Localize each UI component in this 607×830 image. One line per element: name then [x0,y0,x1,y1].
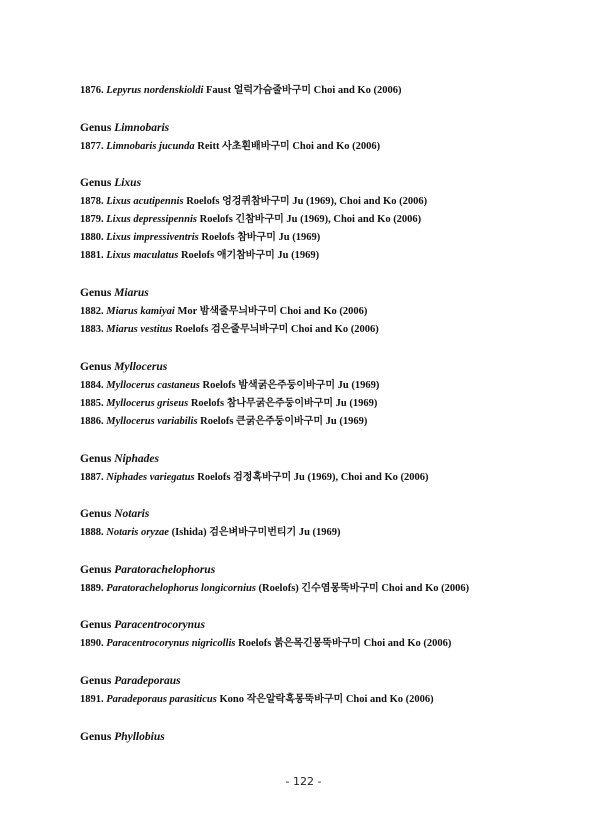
genus-heading: Genus Miarus [80,287,149,299]
genus-heading: Genus Phyllobius [80,731,165,743]
species-entry: 1891. Paradeporaus parasiticus Kono 작은알락혹몽뚝바구미 Choi and Ko (2006) [80,694,434,705]
genus-heading: Genus Notaris [80,508,150,520]
species-entry: 1888. Notaris oryzae (Ishida) 검은벼바구미번티기 Ju (1969) [80,527,341,538]
genus-heading: Genus Lixus [80,177,142,189]
genus-heading: Genus Paratorachelophorus [80,564,216,576]
species-entry: 1882. Miarus kamiyai Mor 밤색줄무늬바구미 Choi and Ko (2006) [80,306,368,317]
genus-heading: Genus Limnobaris [80,122,170,134]
genus-heading: Genus Niphades [80,453,159,465]
page-number: - 122 - [285,775,322,788]
species-entry: 1879. Lixus depressipennis Roelofs 긴참바구미 Ju (1969), Choi and Ko (2006) [80,214,422,225]
species-entry: 1887. Niphades variegatus Roelofs 검정혹바구미 Ju (1969), Choi and Ko (2006) [80,472,429,483]
species-entry: 1876. Lepyrus nordenskioldi Faust 얼럭가슴줄바구미 Choi and Ko (2006) [80,85,402,96]
species-entry: 1890. Paracentrocorynus nigricollis Roelofs 붉은목긴몽뚝바구미 Choi and Ko (2006) [80,638,452,649]
species-entry: 1883. Miarus vestitus Roelofs 검은줄무늬바구미 Choi and Ko (2006) [80,324,379,335]
species-entry: 1881. Lixus maculatus Roelofs 애기참바구미 Ju (1969) [80,250,320,261]
genus-heading: Genus Paradeporaus [80,675,181,687]
species-entry: 1878. Lixus acutipennis Roelofs 엉겅퀴참바구미 Ju (1969), Choi and Ko (2006) [80,196,428,207]
genus-heading: Genus Myllocerus [80,361,168,373]
species-entry: 1884. Myllocerus castaneus Roelofs 밤색굵은주둥이바구미 Ju (1969) [80,380,380,391]
species-entry: 1885. Myllocerus griseus Roelofs 참나무굵은주둥이바구미 Ju (1969) [80,398,378,409]
species-entry: 1880. Lixus impressiventris Roelofs 참바구미 Ju (1969) [80,232,321,243]
species-entry: 1877. Limnobaris jucunda Reitt 사초흰배바구미 Choi and Ko (2006) [80,141,381,152]
species-entry: 1889. Paratorachelophorus longicornius (Roelofs) 긴수염몽뚝바구미 Choi and Ko (2006) [80,583,470,594]
genus-heading: Genus Paracentrocorynus [80,619,205,631]
species-entry: 1886. Myllocerus variabilis Roelofs 큰굵은주둥이바구미 Ju (1969) [80,416,368,427]
